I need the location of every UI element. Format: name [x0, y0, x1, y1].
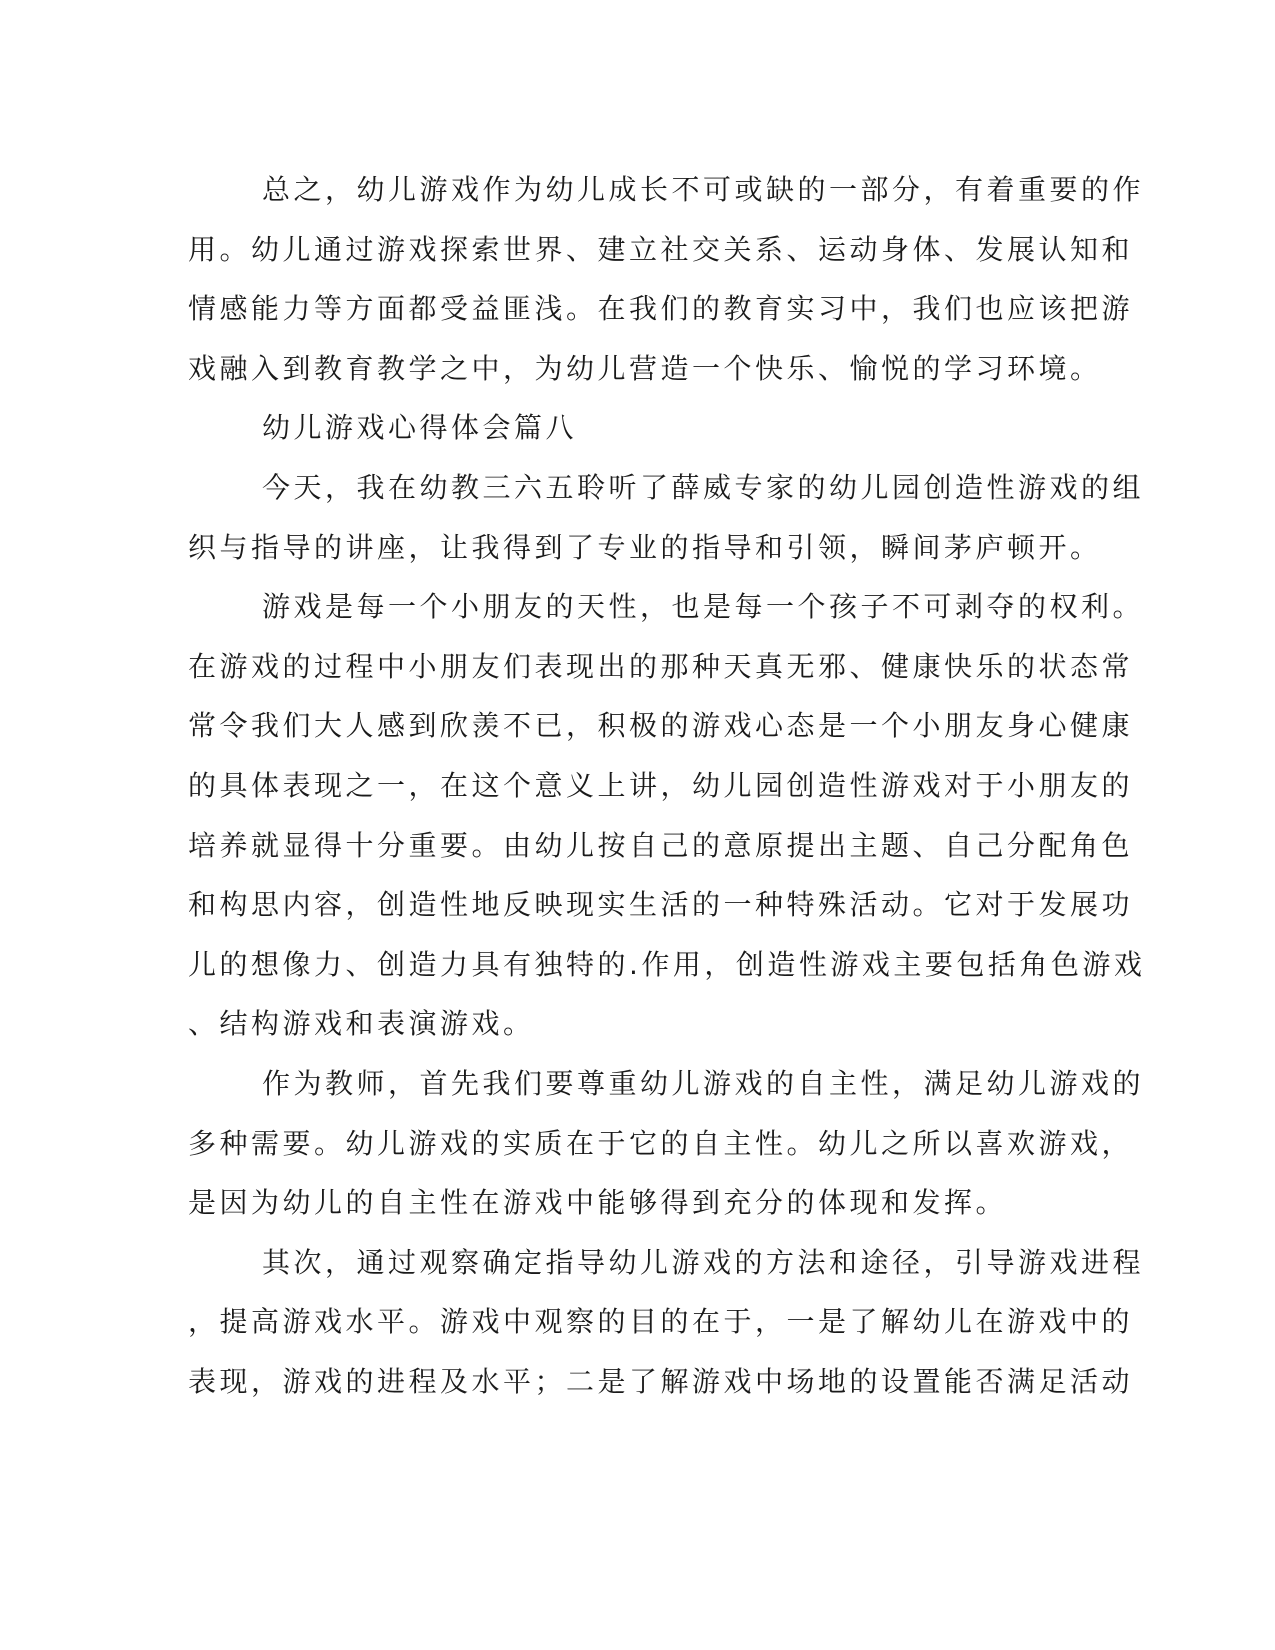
text-line: 今天，我在幼教三六五聆听了薛威专家的幼儿园创造性游戏的组	[262, 470, 1145, 504]
text-line: ，提高游戏水平。游戏中观察的目的在于，一是了解幼儿在游戏中的	[188, 1305, 1134, 1339]
text-line: 、结构游戏和表演游戏。	[188, 1007, 535, 1041]
text-line: 织与指导的讲座，让我得到了专业的指导和引领，瞬间茅庐顿开。	[188, 530, 1102, 564]
text-line: 游戏是每一个小朋友的天性，也是每一个孩子不可剥夺的权利。	[262, 590, 1145, 624]
text-line: 其次，通过观察确定指导幼儿游戏的方法和途径，引导游戏进程	[262, 1245, 1145, 1279]
text-line: 是因为幼儿的自主性在游戏中能够得到充分的体现和发挥。	[188, 1186, 1008, 1220]
text-line: 多种需要。幼儿游戏的实质在于它的自主性。幼儿之所以喜欢游戏，	[188, 1126, 1134, 1160]
text-line: 的具体表现之一，在这个意义上讲，幼儿园创造性游戏对于小朋友的	[188, 768, 1134, 802]
text-line: 表现，游戏的进程及水平；二是了解游戏中场地的设置能否满足活动	[188, 1364, 1134, 1398]
text-line: 戏融入到教育教学之中，为幼儿营造一个快乐、愉悦的学习环境。	[188, 351, 1102, 385]
text-line: 常令我们大人感到欣羡不已，积极的游戏心态是一个小朋友身心健康	[188, 709, 1134, 743]
text-line: 在游戏的过程中小朋友们表现出的那种天真无邪、健康快乐的状态常	[188, 649, 1134, 683]
text-line: 用。幼儿通过游戏探索世界、建立社交关系、运动身体、发展认知和	[188, 232, 1134, 266]
text-line: 情感能力等方面都受益匪浅。在我们的教育实习中，我们也应该把游	[188, 292, 1134, 326]
text-line: 培养就显得十分重要。由幼儿按自己的意原提出主题、自己分配角色	[188, 828, 1134, 862]
document-body	[188, 160, 1146, 1411]
text-line: 和构思内容，创造性地反映现实生活的一种特殊活动。它对于发展功	[188, 888, 1134, 922]
text-line: 总之，幼儿游戏作为幼儿成长不可或缺的一部分，有着重要的作	[262, 173, 1145, 206]
section-heading: 幼儿游戏心得体会篇八	[262, 411, 578, 445]
text-line: 作为教师，首先我们要尊重幼儿游戏的自主性，满足幼儿游戏的	[262, 1066, 1145, 1100]
text-line: 儿的想像力、创造力具有独特的.作用，创造性游戏主要包括角色游戏	[188, 947, 1146, 981]
